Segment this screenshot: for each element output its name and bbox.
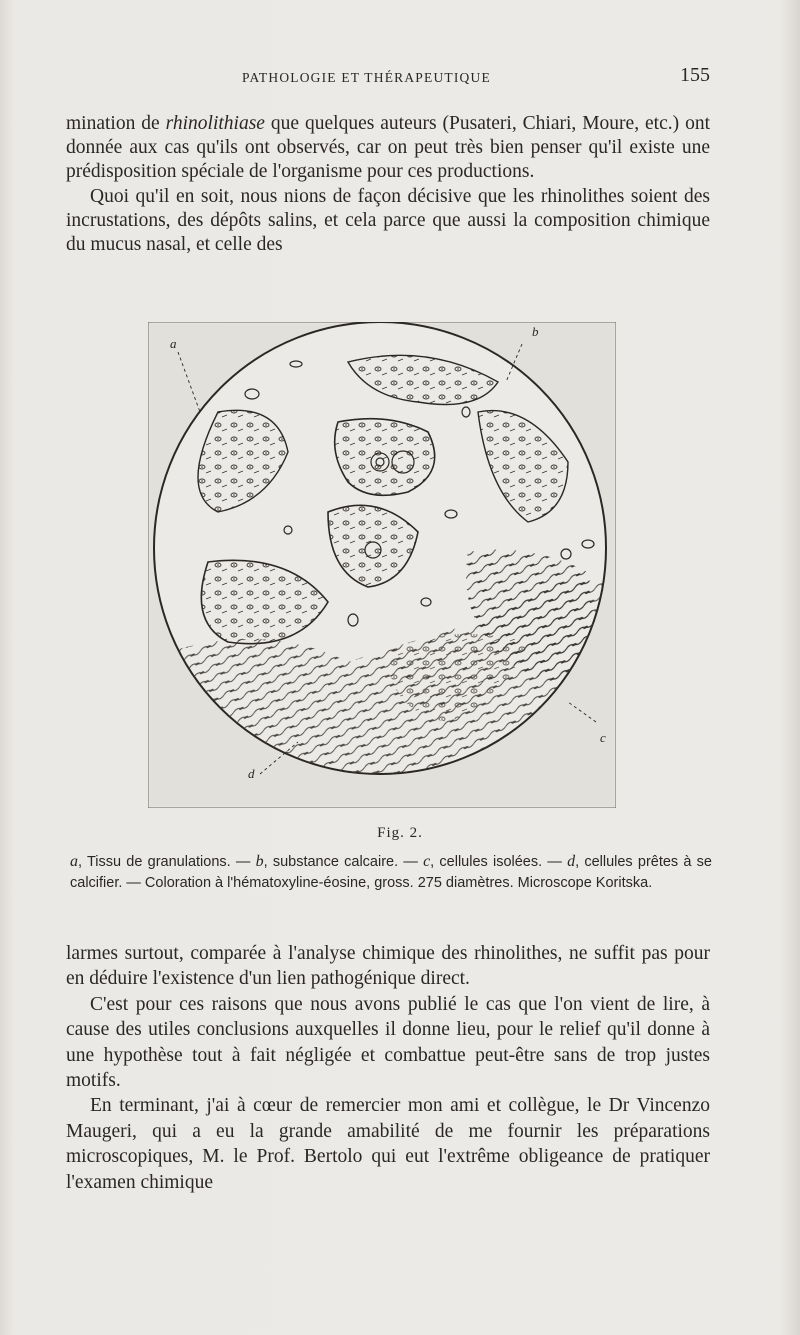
running-title: PATHOLOGIE ET THÉRAPEUTIQUE — [242, 70, 491, 85]
paragraph-1: mination de rhinolithiase que quelques auteurs (Pusateri, Chiari, Moure, etc.) ont donnée aux cas qu'ils ont observés, car on peut très bien penser qu'il existe une prédisposition spéciale de l'organisme pour ces productions. — [66, 113, 710, 183]
paragraph-2: Quoi qu'il en soit, nous nions de façon décisive que les rhinolithes soient des incrustations, des dépôts salins, et cela parce que aussi la composition chimique du mucus nasal, et celle des — [66, 185, 710, 256]
paragraph-5: En terminant, j'ai à cœur de remercier mon ami et collègue, le Dr Vincenzo Maugeri, qui a eu la grande amabilité de me fournir les préparations microscopiques, M. le Prof. Bertolo qui eut l'extrême obligeance de pratiquer l'examen chimique — [66, 1095, 710, 1193]
micrograph-figure — [148, 322, 616, 808]
figure-legend: a, Tissu de granulations. — b, substance calcaire. — c, cellules isolées. — d, cellules prêtes à se calcifier. — Coloration à l'hématoxyline-éosine, gross. 275 diamètres. Microscope Koritska. — [70, 853, 712, 891]
micrograph-illustration — [148, 322, 616, 808]
page-header — [60, 64, 710, 94]
label-b: b — [532, 324, 539, 339]
term-rhinolithiase: rhinolithiase — [165, 113, 265, 134]
body-text-bottom — [66, 941, 710, 1195]
page-number: 155 — [680, 64, 710, 86]
figure-caption: Fig. 2. — [377, 825, 423, 841]
paragraph-4: C'est pour ces raisons que nous avons publié le cas que l'on vient de lire, à cause des utiles conclusions auxquelles il donne lieu, pour le relief qu'il donne à une hypothèse tout à fait négligée et combattue peut-être sans de trop justes motifs. — [66, 993, 710, 1092]
body-text-top — [66, 112, 710, 257]
label-c: c — [600, 730, 606, 745]
label-a: a — [170, 336, 177, 351]
paragraph-3: larmes surtout, comparée à l'analyse chimique des rhinolithes, ne suffit pas pour en déduire l'existence d'un lien pathogénique direct. — [66, 943, 710, 990]
label-d: d — [248, 766, 255, 781]
